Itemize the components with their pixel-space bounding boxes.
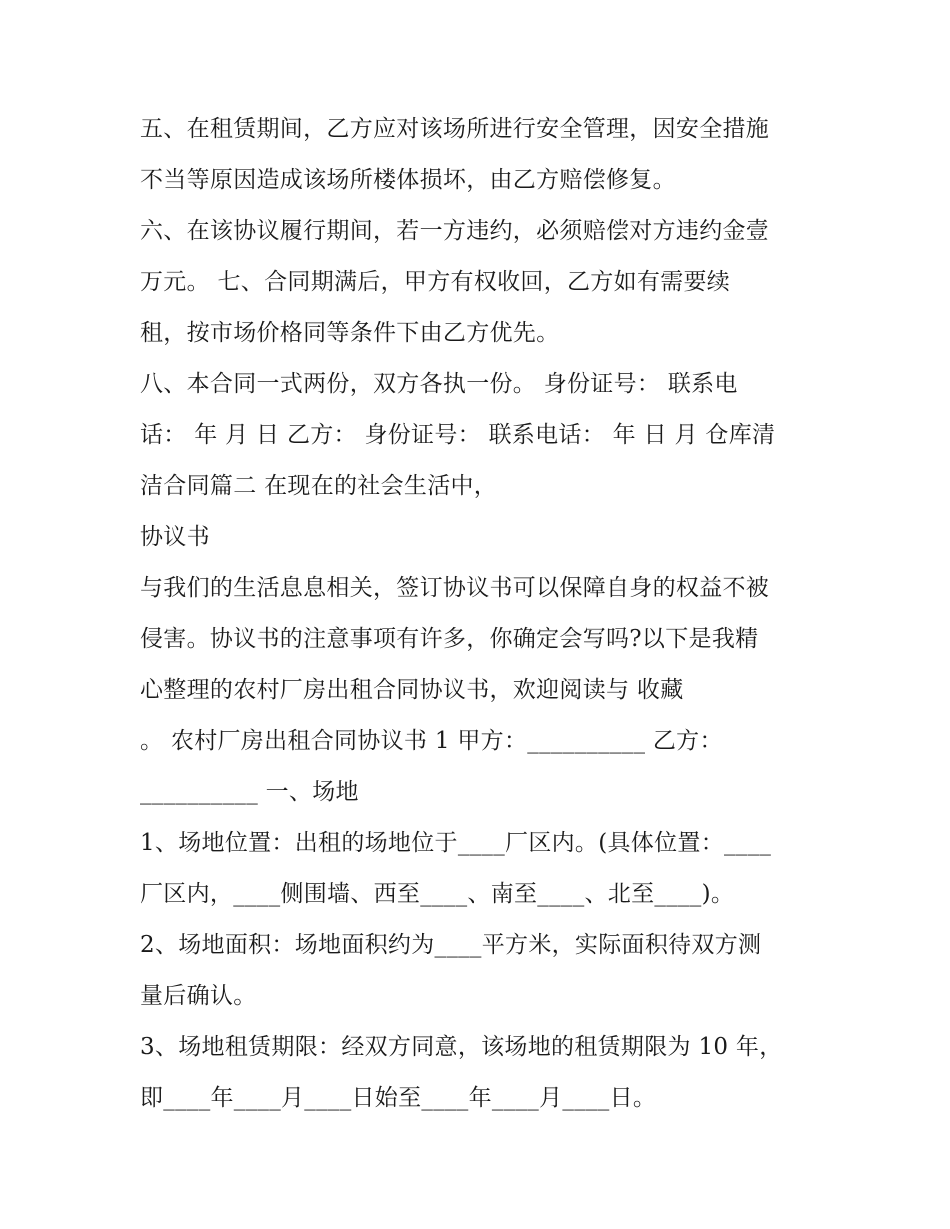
text-line: 。 农村厂房出租合同协议书 1 甲方：__________ 乙方：: [140, 728, 723, 754]
text-line: 五、在租赁期间，乙方应对该场所进行安全管理，因安全措施: [140, 116, 770, 142]
text-line: 洁合同篇二 在现在的社会生活中，: [140, 473, 498, 499]
text-line: 侵害。协议书的注意事项有许多，你确定会写吗?以下是我精: [140, 626, 759, 652]
text-line: 万元。 七、合同期满后，甲方有权收回，乙方如有需要续: [140, 269, 731, 295]
text-line: 厂区内，____侧围墙、西至____、南至____、北至____)。: [140, 881, 735, 907]
text-line: 1、场地位置：出租的场地位于____厂区内。(具体位置：____: [140, 830, 772, 856]
text-line: 即____年____月____日始至____年____月____日。: [140, 1085, 657, 1111]
text-line: 租，按市场价格同等条件下由乙方优先。: [140, 320, 560, 346]
section-heading: 协议书: [140, 524, 210, 550]
text-line: 心整理的农村厂房出租合同协议书，欢迎阅读与 收藏: [140, 677, 684, 703]
text-line: 不当等原因造成该场所楼体损坏，由乙方赔偿修复。: [140, 167, 676, 193]
text-line: __________ 一、场地: [140, 779, 359, 805]
text-line: 3、场地租赁期限：经双方同意，该场地的租赁期限为 10 年，: [140, 1034, 783, 1060]
text-line: 六、在该协议履行期间，若一方违约，必须赔偿对方违约金壹: [140, 218, 770, 244]
text-line: 2、场地面积：场地面积约为____平方米，实际面积待双方测: [140, 932, 762, 958]
document-body: [140, 104, 830, 1124]
text-line: 量后确认。: [140, 983, 257, 1009]
text-line: 八、本合同一式两份，双方各执一份。 身份证号： 联系电: [140, 371, 738, 397]
text-line: 话： 年 月 日 乙方： 身份证号： 联系电话： 年 日 月 仓库清: [140, 422, 776, 448]
text-line: 与我们的生活息息相关，签订协议书可以保障自身的权益不被: [140, 575, 770, 601]
